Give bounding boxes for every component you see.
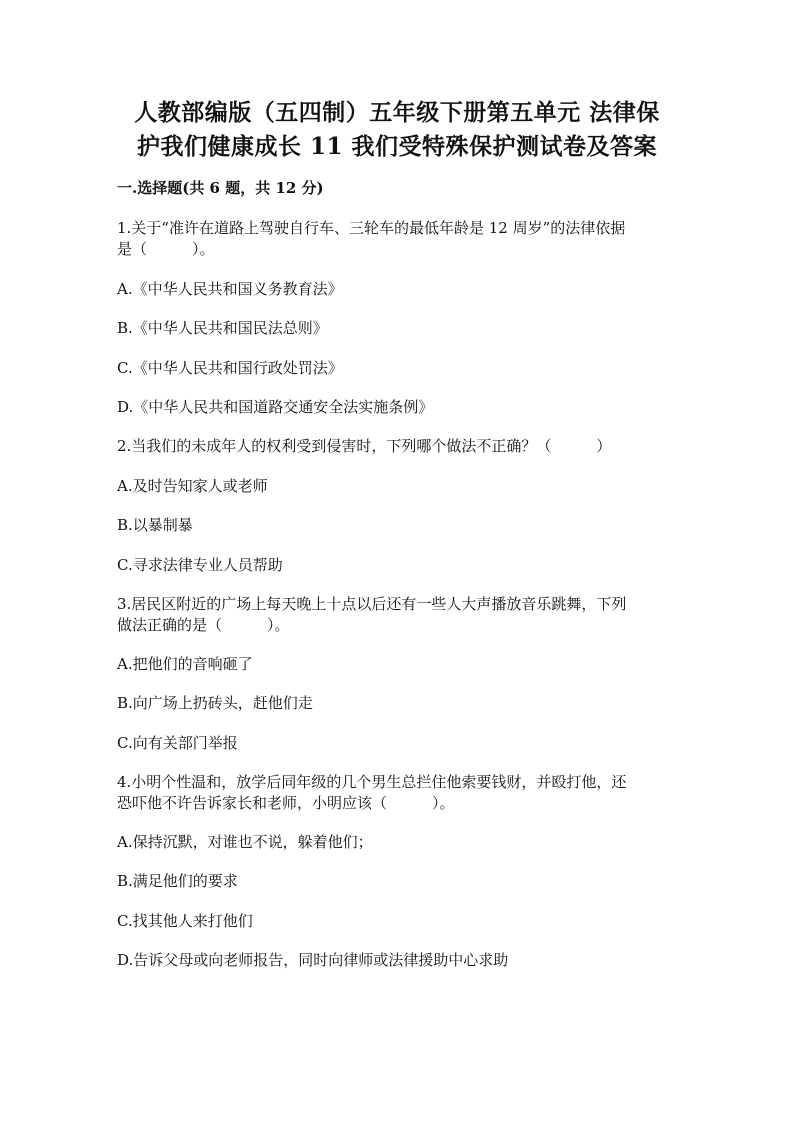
document-title	[100, 96, 694, 164]
question-3-stem-line-1: 3.居民区附近的广场上每天晚上十点以后还有一些人大声播放音乐跳舞，下列	[117, 595, 627, 613]
question-4-option-b: B.满足他们的要求	[117, 872, 238, 890]
question-2-option-b: B.以暴制暴	[117, 516, 193, 534]
question-1-option-b: B.《中华人民共和国民法总则》	[117, 319, 328, 337]
question-1-stem-line-2: 是（ ）。	[117, 240, 215, 258]
section-heading: 一.选择题(共 6 题，共 12 分)	[117, 179, 324, 197]
title-line-1: 人教部编版（五四制）五年级下册第五单元 法律保	[134, 99, 660, 126]
question-1-option-a: A.《中华人民共和国义务教育法》	[117, 280, 343, 298]
question-1-option-d: D.《中华人民共和国道路交通安全法实施条例》	[117, 398, 434, 416]
question-3-option-c: C.向有关部门举报	[117, 734, 238, 752]
question-3-option-a: A.把他们的音响砸了	[117, 655, 253, 673]
question-4-stem-line-1: 4.小明个性温和，放学后同年级的几个男生总拦住他索要钱财，并殴打他，还	[117, 773, 627, 791]
question-3-stem-line-2: 做法正确的是（ ）。	[117, 616, 290, 634]
question-4-option-c: C.找其他人来打他们	[117, 912, 253, 930]
question-3-option-b: B.向广场上扔砖头，赶他们走	[117, 694, 313, 712]
question-2-option-a: A.及时告知家人或老师	[117, 477, 268, 495]
question-4-option-a: A.保持沉默，对谁也不说，躲着他们；	[117, 833, 373, 851]
question-2-stem-line-1: 2.当我们的未成年人的权利受到侵害时，下列哪个做法不正确？（ ）	[117, 437, 612, 455]
title-line-2: 护我们健康成长 11 我们受特殊保护测试卷及答案	[136, 133, 658, 160]
question-2-option-c: C.寻求法律专业人员帮助	[117, 556, 283, 574]
question-4-stem-line-2: 恐吓他不许告诉家长和老师，小明应该（ ）。	[117, 794, 455, 812]
question-4-option-d: D.告诉父母或向老师报告，同时向律师或法律援助中心求助	[117, 951, 509, 969]
question-1-stem-line-1: 1.关于“准许在道路上驾驶自行车、三轮车的最低年龄是 12 周岁”的法律依据	[117, 219, 626, 237]
question-1-option-c: C.《中华人民共和国行政处罚法》	[117, 359, 343, 377]
